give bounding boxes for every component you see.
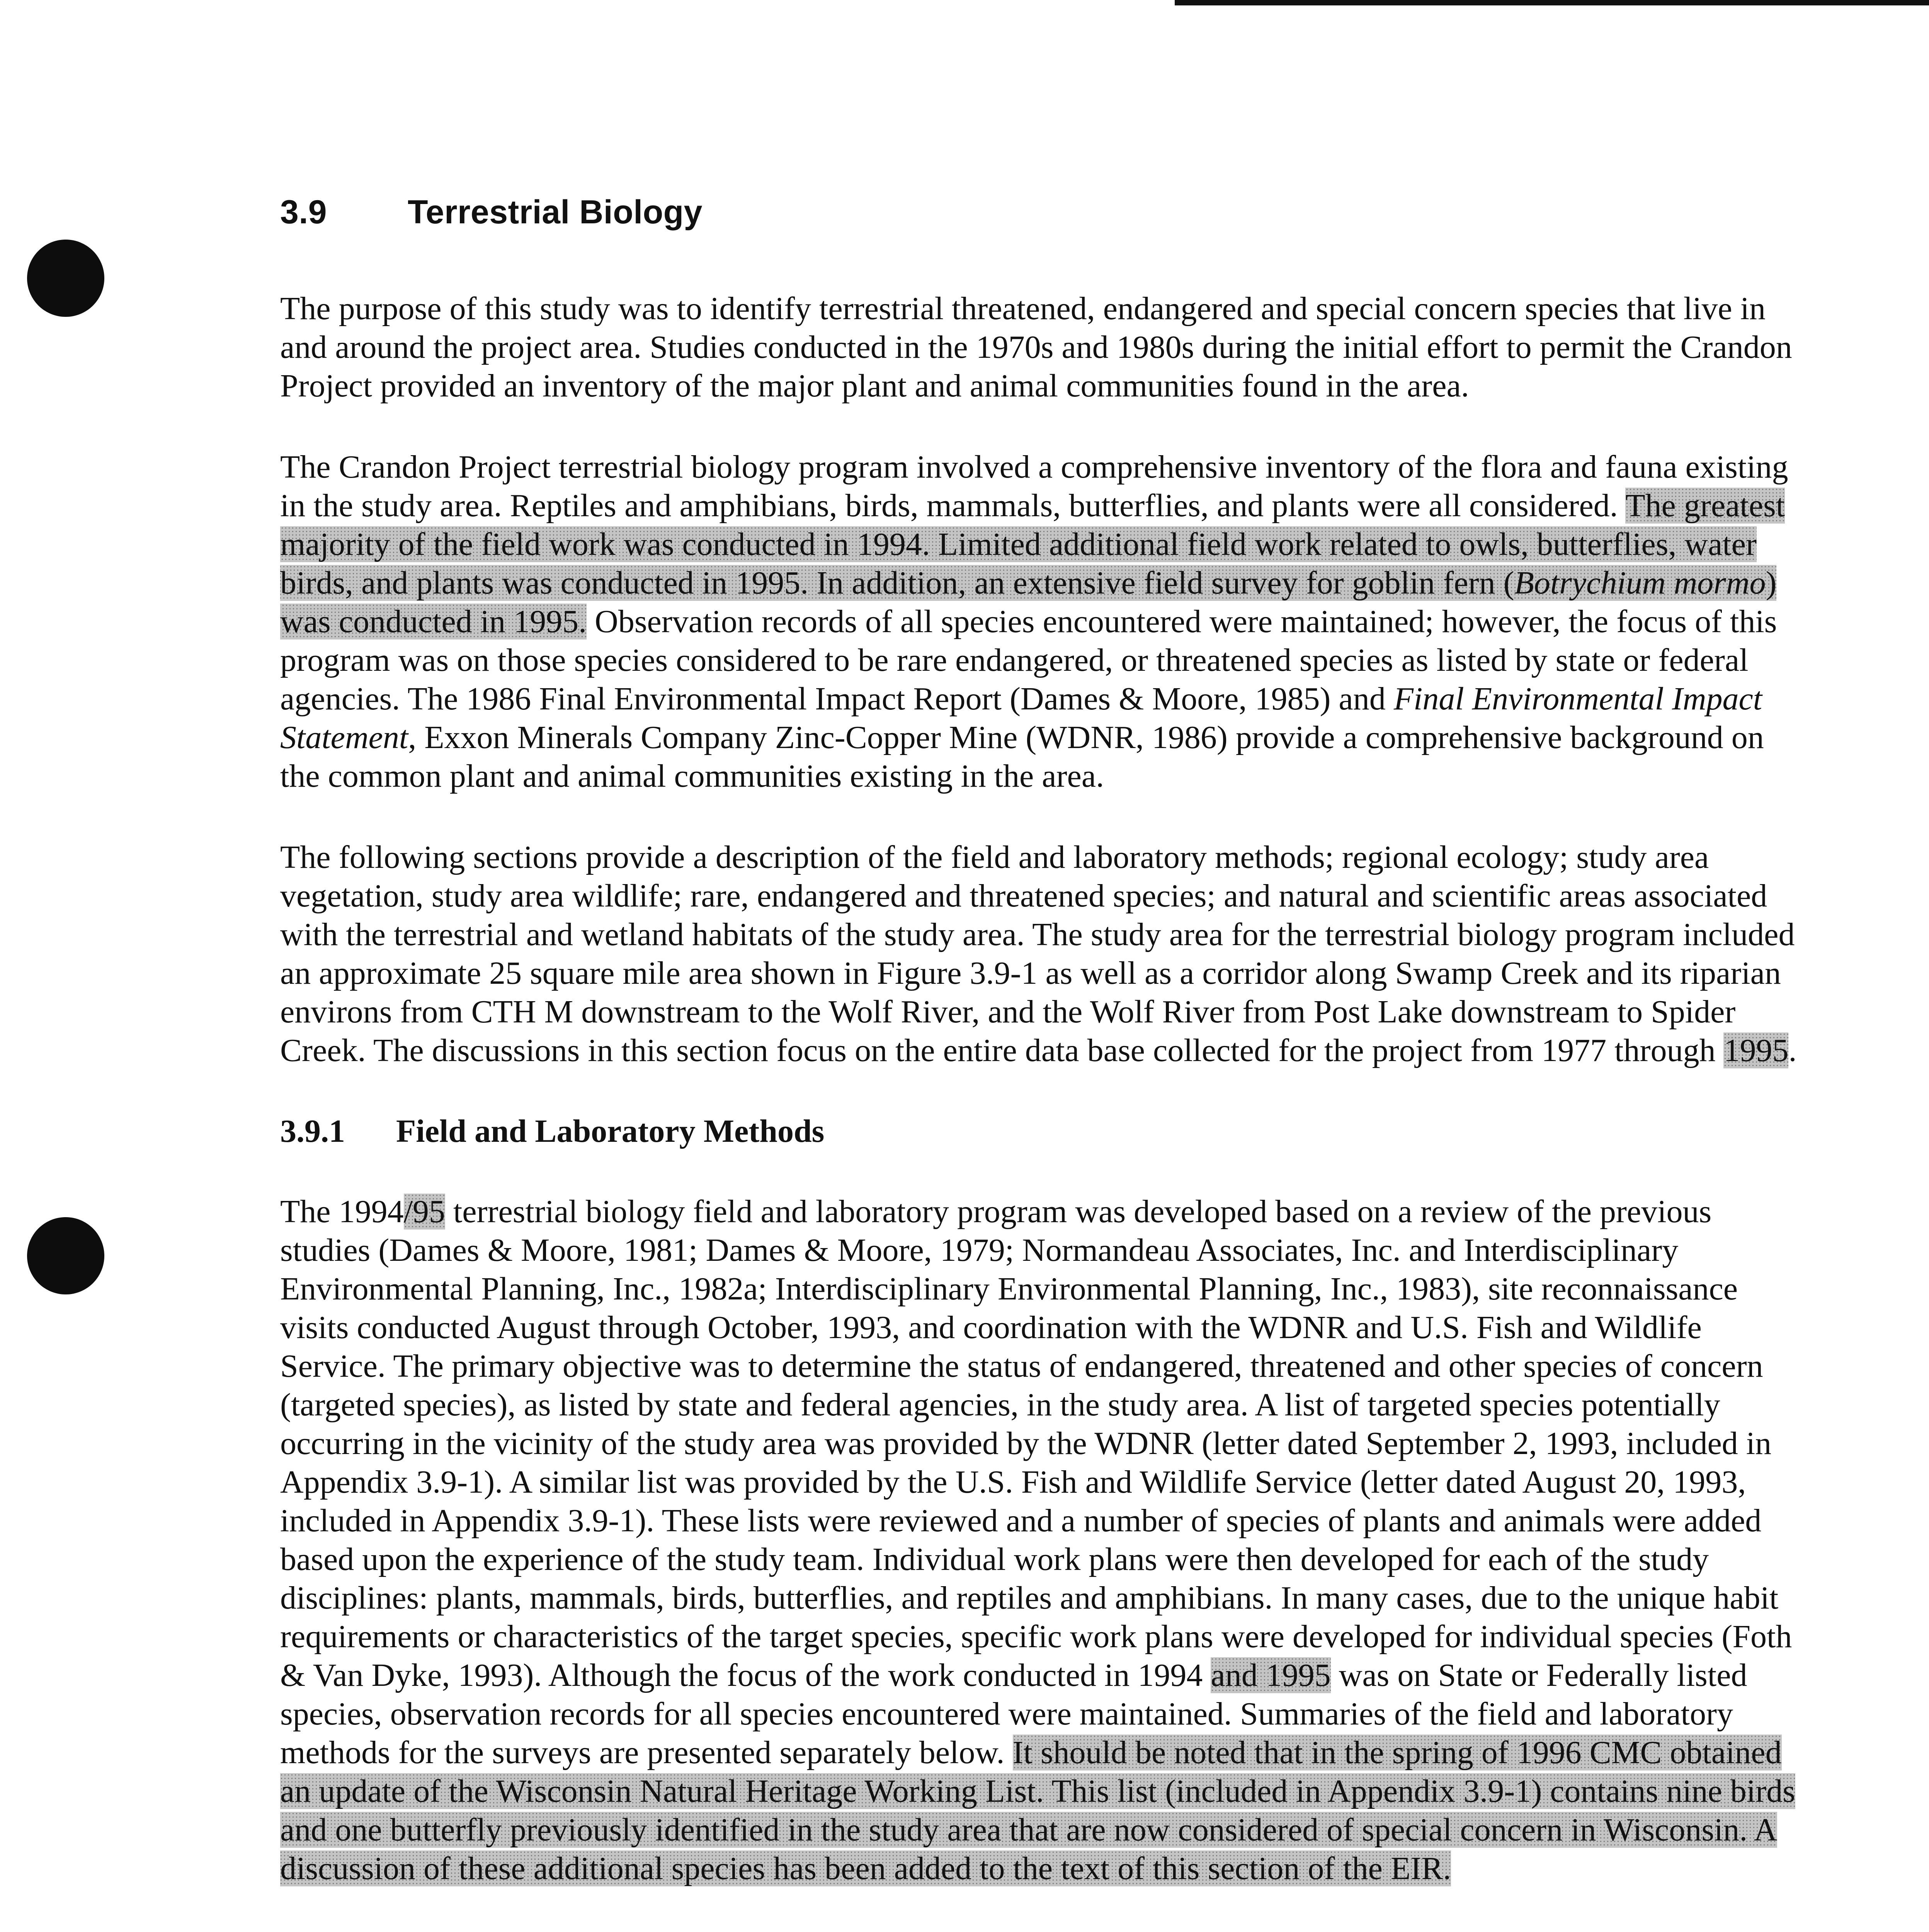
revision-highlight: 1995 [1723,1032,1789,1068]
paragraph-text: , Exxon Minerals Company Zinc-Copper Mine (WDNR, 1986) provide a comprehensive background on the common plant and animal communities existing in the area. [280,719,1764,794]
section-heading [280,193,1807,231]
subsection-number: 3.9.1 [280,1113,345,1149]
paragraph-text: terrestrial biology field and laboratory program was developed based on a review of the previous studies (Dames & Moore, 1981; Dames & Moore, 1979; Normandeau Associates, Inc. and Interdisciplinary Environmental Planning, Inc., 1982a; Interdisciplinary Environmental Planning, Inc., 1983), site reconnaissance visits conducted August through October, 1993, and coordination with the WDNR and U.S. Fish and Wildlife Service. The primary objective was to determine the status of endangered, threatened and other species of concern (targeted species), as listed by state and federal agencies, in the study area. A list of targeted species potentially occurring in the vicinity of the study area was provided by the WDNR (letter dated September 2, 1993, included in Appendix 3.9-1). A similar list was provided by the U.S. Fish and Wildlife Service (letter dated August 20, 1993, included in Appendix 3.9-1). These lists were reviewed and a number of species of plants and animals were added based upon the experience of the study team. Individual work plans were then developed for each of the study disciplines: plants, mammals, birds, butterflies, and reptiles and amphibians. In many cases, due to the unique habit requirements or characteristics of the target species, specific work plans were developed for individual species (Foth & Van Dyke, 1993). Although the focus of the work conducted in 1994 [280,1194,1792,1693]
paragraph-text: was on State or Federally listed species, observation records for all species encountered were maintained. Summaries of the field and laboratory methods for the surveys are presented separately below. [280,1657,1747,1770]
binder-hole [27,240,104,317]
binder-hole [27,1217,104,1294]
paragraph-text: . [1788,1032,1797,1068]
highlight-text: ) was conducted in 1995. [280,565,1777,639]
revision-highlight: It should be noted that in the spring of 1996 CMC obtained an update of the Wisconsin Natural Heritage Working List. This list (included in Appendix 3.9-1) contains nine birds and one butterfly previously identified in the study area that are now considered of special concern in Wisconsin. A discussion of these additional species has been added to the text of this section of the EIR. [280,1735,1795,1886]
subsection-title: Field and Laboratory Methods [396,1113,825,1149]
highlight-text: The greatest majority of the field work was conducted in 1994. Limited additional field work related to owls, butterflies, water birds, and plants was conducted in 1995. In addition, an extensive field survey for goblin fern ( [280,488,1785,601]
paragraph-text: The Crandon Project terrestrial biology program involved a comprehensive inventory of the flora and fauna existing in the study area. Reptiles and amphibians, birds, mammals, butterflies, and plants were all considered. [280,449,1788,524]
section-number: 3.9 [280,194,327,231]
document-body [280,193,1807,1930]
subsection-heading [280,1112,1807,1150]
section-title: Terrestrial Biology [408,194,703,231]
paragraph-text: Observation records of all species encountered were maintained; however, the focus of this program was on those species considered to be rare endangered, or threatened species as listed by state or federal agencies. The 1986 Final Environmental Impact Report (Dames & Moore, 1985) and [280,604,1777,717]
paragraph-text: The following sections provide a description of the field and laboratory methods; regional ecology; study area vegetation, study area wildlife; rare, endangered and threatened species; and natural and scientific areas associated with the terrestrial and wetland habitats of the study area. The study area for the terrestrial biology program included an approximate 25 square mile area shown in Figure 3.9-1 as well as a corridor along Swamp Creek and its riparian environs from CTH M downstream to the Wolf River, and the Wolf River from Post Lake downstream to Spider Creek. The discussions in this section focus on the entire data base collected for the project from 1977 through [280,839,1795,1068]
revision-highlight: and 1995 [1211,1657,1331,1693]
top-edge-line [1175,0,1929,5]
paragraph-methods [280,1192,1807,1888]
paragraph-program [280,448,1807,796]
paragraph-purpose [280,289,1807,405]
document-title: Final Environmental Impact Statement [280,681,1762,755]
paragraph-text: The 1994 [280,1194,404,1230]
revision-highlight: /95 [403,1194,445,1230]
species-name: Botrychium mormo [1514,565,1766,601]
paragraph-text: The purpose of this study was to identify terrestrial threatened, endangered and special concern species that live in and around the project area. Studies conducted in the 1970s and 1980s during the initial effort to permit the Crandon Project provided an inventory of the major plant and animal communities found in the area. [280,291,1792,404]
paragraph-sections [280,838,1807,1070]
